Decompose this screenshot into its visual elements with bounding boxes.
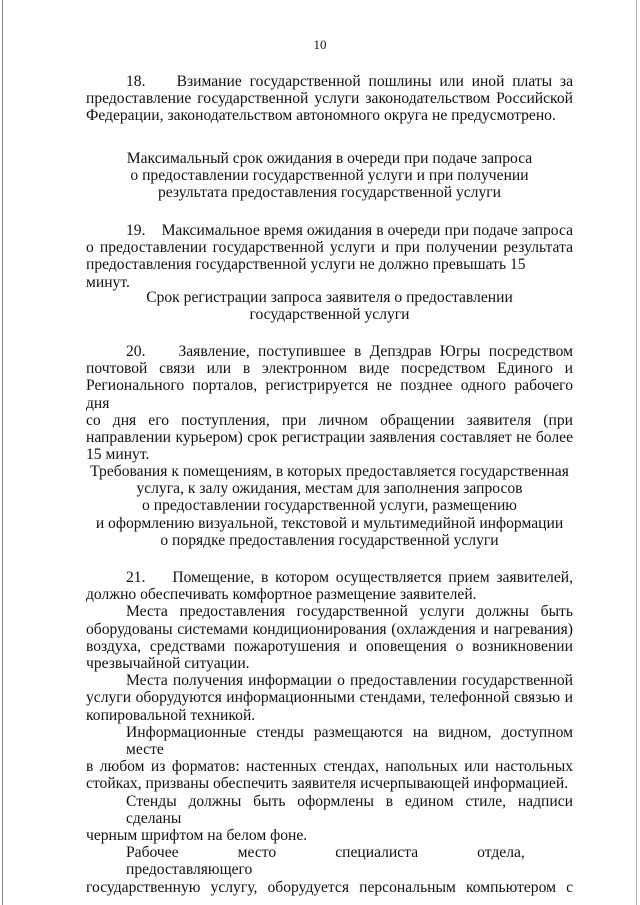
paragraph-19: [86, 222, 573, 291]
scan-edge-right: [636, 0, 637, 905]
text-line: копировальной техникой.: [86, 706, 256, 724]
text-line: Регионального порталов, регистрируется не позднее одного рабочего дня: [86, 377, 573, 412]
heading-line: результата предоставления государственной услуги: [157, 184, 502, 202]
heading-line: Максимальный срок ожидания в очереди при подаче запроса: [126, 150, 533, 167]
text-line: 15 минут.: [86, 446, 150, 464]
heading-line: о предоставлении государственной услуги и при получении: [130, 167, 529, 185]
text-line: о предоставлении государственной услуги и при получении результата: [86, 239, 573, 257]
heading-line: Требования к помещениям, в которых предоставляется государственная: [90, 463, 569, 480]
text-line: воздуха, средствами пожаротушения и оповещения о возникновении: [86, 637, 573, 655]
text-line: государственную услугу, оборудуется персональным компьютером с: [86, 878, 573, 896]
paragraph-21: [86, 569, 573, 896]
text-line: в любом из форматов: настенных стендах, напольных или настольных: [86, 758, 573, 776]
text-line: стойках, призваны обеспечить заявителя исчерпывающей информацией.: [86, 775, 569, 793]
heading-line: о порядке предоставления государственной услуги: [160, 531, 499, 549]
text-line: 21. Помещение, в котором осуществляется прием заявителей,: [126, 569, 573, 586]
text-line: Стенды должны быть оформлены в едином стиле, надписи сделаны: [126, 792, 573, 827]
section-heading-registration: [86, 289, 573, 323]
paragraph-20: [86, 343, 573, 463]
heading-line: о предоставлении государственной услуги, размещению: [142, 497, 517, 515]
text-line: направлении курьером) срок регистрации заявления составляет не более: [86, 429, 573, 447]
text-line: 18. Взимание государственной пошлины или иной платы за: [126, 73, 573, 90]
text-line: Места получения информации о предоставлении государственной: [126, 672, 573, 690]
text-line: предоставления государственной услуги не должно превышать 15 минут.: [86, 256, 526, 291]
text-line: оборудованы системами кондиционирования (охлаждения и нагревания): [86, 620, 573, 638]
section-heading-wait-time: [86, 150, 573, 202]
scan-edge-left: [2, 0, 3, 905]
section-heading-premises-requirements: [86, 463, 573, 549]
text-line: 20. Заявление, поступившее в Депздрав Югры посредством: [126, 343, 573, 360]
text-line: черным шрифтом на белом фоне.: [86, 827, 308, 845]
text-line: предоставление государственной услуги законодательством Российской: [86, 90, 573, 108]
text-line: должно обеспечивать комфортное размещение заявителей.: [86, 586, 477, 604]
page-number: 10: [313, 37, 327, 52]
text-line: Информационные стенды размещаются на видном, доступном месте: [126, 723, 573, 759]
heading-line: услуга, к залу ожидания, местам для заполнения запросов: [136, 480, 523, 498]
text-line: чрезвычайной ситуации.: [86, 655, 250, 673]
text-line: почтовой связи или в электронном виде посредством Единого и: [86, 360, 573, 378]
paragraph-18: [86, 73, 573, 125]
heading-line: и оформлению визуальной, текстовой и мультимедийной информации: [95, 514, 564, 532]
heading-line: Срок регистрации запроса заявителя о предоставлении: [146, 289, 513, 306]
text-line: Рабочее место специалиста отдела, предоставляющего: [126, 844, 573, 879]
text-line: 19. Максимальное время ожидания в очереди при подаче запроса: [126, 222, 573, 239]
text-line: со дня его поступления, при личном обращении заявителя (при: [86, 411, 573, 429]
heading-line: государственной услуги: [249, 306, 410, 324]
text-line: Места предоставления государственной услуги должны быть: [126, 603, 573, 621]
text-line: Федерации, законодательством автономного округа не предусмотрено.: [86, 107, 556, 125]
text-line: услуги оборудуются информационными стендами, телефонной связью и: [86, 689, 573, 707]
